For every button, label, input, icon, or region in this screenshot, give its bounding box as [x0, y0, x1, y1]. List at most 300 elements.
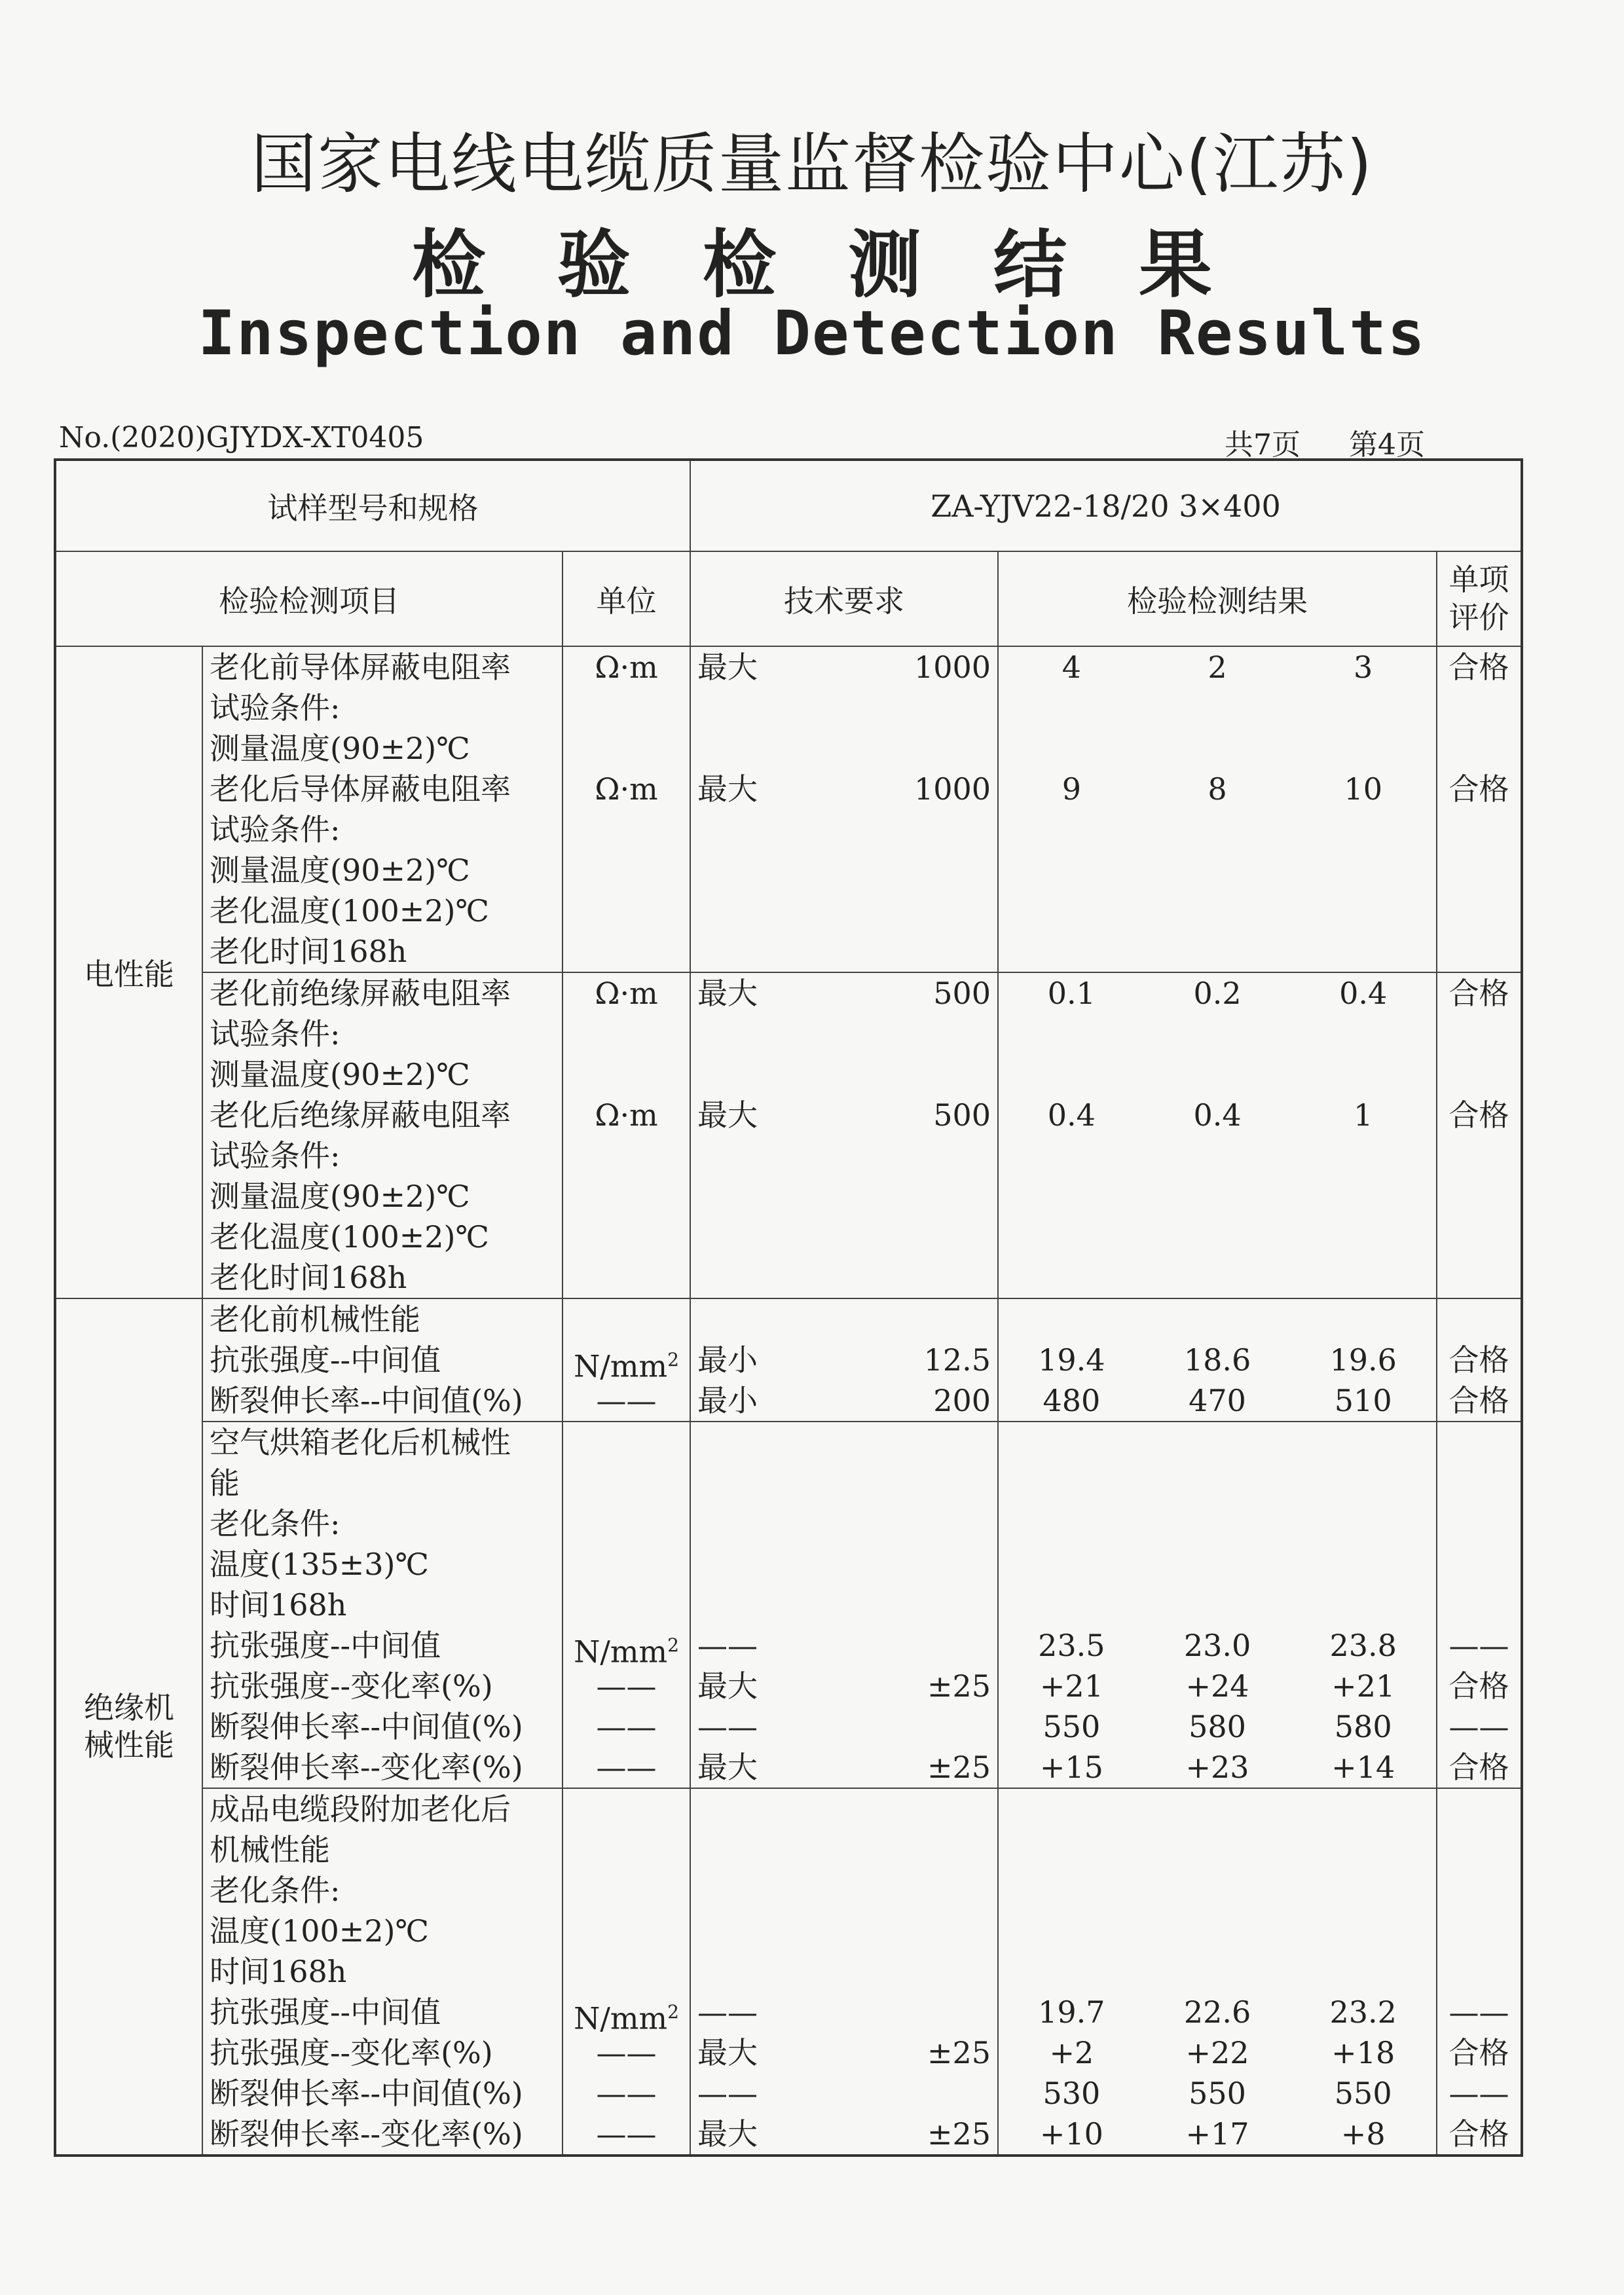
result-sample-3: 10	[1344, 771, 1382, 807]
requirement-value: 500	[933, 976, 991, 1011]
requirement-label	[691, 1257, 789, 1298]
result-sample-1	[999, 1257, 1145, 1298]
result-sample-2	[1145, 728, 1291, 769]
requirement-line	[691, 1911, 997, 1951]
spec-row	[55, 460, 1522, 551]
requirement-line	[691, 1870, 997, 1911]
requirement-value	[873, 1463, 997, 1503]
result-sample-1	[999, 1422, 1145, 1463]
item-text: 测量温度(90±2)℃	[210, 853, 470, 888]
result-sample-3: 0.4	[1339, 976, 1388, 1011]
unit-text: Ω·m	[595, 976, 658, 1011]
result-sample-3	[1290, 1054, 1436, 1095]
result-sample-1	[999, 1544, 1145, 1585]
result-sample-3: 580	[1334, 1709, 1392, 1744]
unit-line	[563, 1340, 690, 1384]
requirement-line	[691, 1503, 997, 1544]
requirement-value	[873, 1992, 997, 2032]
requirement-label: ——	[697, 1709, 758, 1744]
result-sample-2	[1145, 1176, 1291, 1217]
requirement-line	[691, 769, 997, 809]
requirement-line	[691, 1095, 997, 1135]
table-row	[55, 646, 1522, 972]
unit-line	[563, 1585, 690, 1625]
result-sample-1: +2	[1049, 2035, 1094, 2070]
unit-cell	[563, 972, 690, 1298]
result-sample-1: 480	[1043, 1383, 1101, 1418]
item-text: 断裂伸长率--中间值(%)	[210, 1709, 523, 1744]
evaluation-text: 合格	[1449, 976, 1509, 1011]
requirement-label	[691, 1951, 789, 1992]
unit-line	[563, 2073, 690, 2114]
result-sample-1: +21	[1039, 1668, 1103, 1704]
requirement-value: ±25	[927, 2116, 991, 2152]
item-cell	[202, 1422, 563, 1788]
requirement-value	[873, 1870, 997, 1911]
unit-line	[563, 1014, 690, 1054]
result-sample-3	[1290, 1911, 1436, 1951]
unit-line	[563, 1747, 690, 1788]
report-number: No.(2020)GJYDX-XT0405	[59, 421, 424, 454]
requirement-line	[691, 1992, 997, 2032]
result-cell	[998, 972, 1437, 1298]
result-sample-3	[1290, 1299, 1436, 1340]
requirement-label	[691, 1463, 789, 1503]
requirement-value	[873, 1625, 997, 1666]
result-sample-1	[999, 1014, 1145, 1054]
result-sample-2: 8	[1208, 771, 1227, 807]
result-sample-3	[1290, 890, 1436, 931]
item-text: 温度(135±3)℃	[210, 1547, 429, 1582]
result-sample-3: 3	[1354, 650, 1373, 685]
item-text: 老化前机械性能	[210, 1302, 420, 1337]
result-line	[999, 1544, 1436, 1585]
result-line	[999, 1911, 1436, 1951]
evaluation-text	[1437, 931, 1521, 972]
evaluation-text: ——	[1449, 1994, 1509, 2030]
requirement-line	[691, 688, 997, 728]
evaluation-text	[1437, 1585, 1521, 1625]
result-line	[999, 1299, 1436, 1340]
result-sample-1	[999, 1054, 1145, 1095]
result-cell	[998, 1422, 1437, 1788]
result-sample-3	[1290, 1176, 1436, 1217]
result-sample-3: +18	[1331, 2035, 1395, 2070]
result-line	[999, 1829, 1436, 1870]
unit-line	[563, 1217, 690, 1257]
requirement-value	[873, 1422, 997, 1463]
item-text: 空气烘箱老化后机械性	[210, 1425, 511, 1460]
unit-line	[563, 1951, 690, 1992]
requirement-value	[873, 1544, 997, 1585]
unit-text: ——	[596, 2035, 657, 2070]
requirement-value: ±25	[927, 2035, 991, 2070]
result-sample-1	[999, 728, 1145, 769]
evaluation-text: 合格	[1449, 771, 1509, 807]
item-text: 能	[210, 1465, 240, 1501]
item-text: 时间168h	[210, 1954, 347, 1989]
total-pages: 共7页	[1225, 428, 1301, 462]
requirement-value	[873, 1911, 997, 1951]
requirement-label	[691, 1217, 789, 1257]
result-sample-1	[999, 890, 1145, 931]
table-row	[55, 1788, 1522, 2156]
unit-line	[563, 1054, 690, 1095]
result-line	[999, 1951, 1436, 1992]
result-sample-1	[999, 1463, 1145, 1503]
item-text: 测量温度(90±2)℃	[210, 1179, 470, 1214]
evaluation-text: ——	[1449, 1709, 1509, 1744]
unit-line	[563, 931, 690, 972]
requirement-label: 最大	[697, 650, 758, 685]
result-sample-2: 470	[1189, 1383, 1246, 1418]
evaluation-text: 合格	[1449, 650, 1509, 685]
item-text: 试验条件:	[210, 690, 341, 725]
item-text: 试验条件:	[210, 812, 341, 847]
requirement-line	[691, 1463, 997, 1503]
requirement-cell	[690, 972, 998, 1298]
requirement-value: ±25	[927, 1750, 991, 1785]
requirement-line	[691, 1951, 997, 1992]
requirement-label: 最大	[697, 976, 758, 1011]
result-sample-1: 19.4	[1038, 1342, 1105, 1378]
evaluation-cell	[1437, 1298, 1522, 1422]
requirement-label	[691, 1544, 789, 1585]
requirement-label	[691, 1054, 789, 1095]
unit-text: ——	[596, 1750, 657, 1785]
requirement-line	[691, 1217, 997, 1257]
result-sample-3	[1290, 1789, 1436, 1829]
requirement-line	[691, 1544, 997, 1585]
result-sample-1	[999, 1503, 1145, 1544]
requirement-label: 最大	[697, 1750, 758, 1785]
spec-value: ZA-YJV22-18/20 3×400	[690, 460, 1522, 551]
requirement-label	[691, 728, 789, 769]
requirement-value	[873, 688, 997, 728]
result-line	[999, 647, 1436, 688]
evaluation-text	[1437, 1135, 1521, 1176]
item-text: 抗张强度--变化率(%)	[210, 2035, 493, 2070]
result-sample-1	[999, 1951, 1145, 1992]
evaluation-text: 合格	[1449, 1383, 1509, 1418]
table-row	[55, 1422, 1522, 1788]
requirement-value	[873, 1789, 997, 1829]
result-sample-1	[999, 1585, 1145, 1625]
result-sample-3	[1290, 1463, 1436, 1503]
item-text: 抗张强度--中间值	[210, 1628, 441, 1663]
requirement-label: 最大	[697, 771, 758, 807]
evaluation-text	[1437, 1422, 1521, 1463]
requirement-value: 1000	[913, 650, 991, 685]
evaluation-text: ——	[1449, 1628, 1509, 1663]
requirement-label	[691, 890, 789, 931]
unit-text: N/mm	[574, 2000, 668, 2036]
requirement-line	[691, 850, 997, 890]
item-text: 老化前导体屏蔽电阻率	[210, 650, 511, 685]
result-line	[999, 1135, 1436, 1176]
result-sample-3: 23.2	[1329, 1994, 1397, 2030]
unit-line	[563, 1135, 690, 1176]
item-text: 老化条件:	[210, 1506, 341, 1541]
requirement-line	[691, 1257, 997, 1298]
result-cell	[998, 1788, 1437, 2156]
requirement-label: 最大	[697, 1097, 758, 1133]
evaluation-text	[1437, 1544, 1521, 1585]
result-sample-3	[1290, 1014, 1436, 1054]
requirement-value	[873, 1951, 997, 1992]
item-text: 断裂伸长率--中间值(%)	[210, 1383, 523, 1418]
result-sample-1	[999, 809, 1145, 850]
result-sample-3	[1290, 1257, 1436, 1298]
unit-line	[563, 809, 690, 850]
evaluation-cell	[1437, 1422, 1522, 1788]
evaluation-text: 合格	[1449, 2035, 1509, 2070]
unit-line	[563, 688, 690, 728]
evaluation-text	[1437, 850, 1521, 890]
result-sample-3: +21	[1331, 1668, 1395, 1704]
requirement-label	[691, 1585, 789, 1625]
requirement-value: 1000	[913, 771, 991, 807]
requirement-line	[691, 1299, 997, 1340]
unit-text: ——	[596, 1668, 657, 1704]
unit-cell	[563, 1298, 690, 1422]
unit-line	[563, 2032, 690, 2073]
result-sample-1: +10	[1039, 2116, 1103, 2152]
unit-line	[563, 973, 690, 1014]
unit-line	[563, 1380, 690, 1421]
requirement-line	[691, 1422, 997, 1463]
result-sample-3: +14	[1331, 1750, 1395, 1785]
item-text: 老化条件:	[210, 1873, 341, 1908]
unit-line	[563, 1176, 690, 1217]
result-sample-1: 0.1	[1047, 976, 1096, 1011]
evaluation-text	[1437, 1789, 1521, 1829]
result-sample-2: +23	[1185, 1750, 1249, 1785]
result-line	[999, 1380, 1436, 1421]
item-text: 断裂伸长率--中间值(%)	[210, 2076, 523, 2111]
result-sample-3: 1	[1354, 1097, 1373, 1133]
requirement-label	[691, 1014, 789, 1054]
evaluation-text	[1437, 1951, 1521, 1992]
requirement-line	[691, 1176, 997, 1217]
unit-line	[563, 1299, 690, 1340]
result-line	[999, 1054, 1436, 1095]
result-sample-2	[1145, 1463, 1291, 1503]
item-text: 老化后导体屏蔽电阻率	[210, 771, 511, 807]
result-sample-1	[999, 1829, 1145, 1870]
requirement-value: 200	[933, 1383, 991, 1418]
item-text: 测量温度(90±2)℃	[210, 1057, 470, 1092]
result-sample-2	[1145, 1951, 1291, 1992]
requirement-cell	[690, 1298, 998, 1422]
unit-cell	[563, 646, 690, 972]
result-sample-1: 23.5	[1038, 1628, 1105, 1663]
evaluation-cell	[1437, 972, 1522, 1298]
requirement-line	[691, 809, 997, 850]
table-row	[55, 972, 1522, 1298]
result-sample-2	[1145, 809, 1291, 850]
requirement-label: ——	[697, 1994, 758, 2030]
result-sample-2	[1145, 688, 1291, 728]
item-text: 老化温度(100±2)℃	[210, 1219, 489, 1255]
result-sample-2	[1145, 1544, 1291, 1585]
requirement-label	[691, 1870, 789, 1911]
result-sample-2	[1145, 1503, 1291, 1544]
requirement-line	[691, 1829, 997, 1870]
result-line	[999, 1870, 1436, 1911]
requirement-cell	[690, 1422, 998, 1788]
result-sample-1: +15	[1039, 1750, 1103, 1785]
requirement-value	[873, 1257, 997, 1298]
unit-line	[563, 890, 690, 931]
result-sample-3	[1290, 1422, 1436, 1463]
page-info	[1225, 421, 1425, 463]
evaluation-text	[1437, 1870, 1521, 1911]
result-line	[999, 890, 1436, 931]
result-cell	[998, 1298, 1437, 1422]
evaluation-text	[1437, 1176, 1521, 1217]
result-sample-2: 550	[1189, 2076, 1246, 2111]
evaluation-text	[1437, 688, 1521, 728]
requirement-value	[873, 1706, 997, 1747]
result-sample-2: 0.4	[1193, 1097, 1242, 1133]
requirement-line	[691, 728, 997, 769]
result-line	[999, 688, 1436, 728]
item-text: 老化时间168h	[210, 1260, 407, 1295]
unit-line	[563, 1666, 690, 1706]
requirement-value	[873, 850, 997, 890]
unit-line	[563, 2114, 690, 2154]
unit-superscript: 2	[667, 2001, 679, 2023]
result-sample-3: 19.6	[1329, 1342, 1397, 1378]
result-sample-1: 530	[1043, 2076, 1101, 2111]
unit-line	[563, 728, 690, 769]
result-line	[999, 931, 1436, 972]
category-mechanical	[55, 1298, 202, 2156]
result-sample-1	[999, 1217, 1145, 1257]
evaluation-text	[1437, 1217, 1521, 1257]
evaluation-text	[1437, 809, 1521, 850]
result-sample-3	[1290, 1135, 1436, 1176]
result-sample-1: 9	[1061, 771, 1081, 807]
requirement-line	[691, 1706, 997, 1747]
item-text: 抗张强度--变化率(%)	[210, 1668, 493, 1704]
result-sample-2	[1145, 1257, 1291, 1298]
item-text: 温度(100±2)℃	[210, 1913, 429, 1949]
item-cell	[202, 646, 563, 972]
result-sample-3	[1290, 1217, 1436, 1257]
requirement-line	[691, 2032, 997, 2073]
result-sample-2: +24	[1185, 1668, 1249, 1704]
item-text: 老化前绝缘屏蔽电阻率	[210, 976, 511, 1011]
unit-line	[563, 1789, 690, 1829]
table-row	[55, 1298, 1522, 1422]
item-text: 测量温度(90±2)℃	[210, 731, 470, 766]
evaluation-text	[1437, 1257, 1521, 1298]
col-result-header: 检验检测结果	[998, 551, 1437, 646]
item-text: 机械性能	[210, 1832, 330, 1867]
result-sample-1: 19.7	[1038, 1994, 1105, 2030]
item-text: 试验条件:	[210, 1138, 341, 1173]
requirement-label: ——	[697, 1628, 758, 1663]
unit-text: Ω·m	[595, 771, 658, 807]
result-sample-2: 23.0	[1183, 1628, 1251, 1663]
evaluation-text	[1437, 1463, 1521, 1503]
requirement-value	[873, 931, 997, 972]
evaluation-text: 合格	[1449, 2116, 1509, 2152]
unit-superscript: 2	[667, 1349, 679, 1370]
evaluation-text	[1437, 1829, 1521, 1870]
requirement-label: 最大	[697, 2116, 758, 2152]
result-line	[999, 1992, 1436, 2032]
item-cell	[202, 1298, 563, 1422]
unit-line	[563, 1095, 690, 1135]
result-line	[999, 1789, 1436, 1829]
requirement-value	[873, 728, 997, 769]
unit-line	[563, 1992, 690, 2036]
unit-text: ——	[596, 1709, 657, 1744]
result-sample-3	[1290, 1829, 1436, 1870]
requirement-line	[691, 1666, 997, 1706]
unit-line	[563, 1911, 690, 1951]
requirement-cell	[690, 1788, 998, 2156]
result-sample-2	[1145, 1585, 1291, 1625]
result-line	[999, 1747, 1436, 1788]
result-sample-1	[999, 1789, 1145, 1829]
requirement-line	[691, 890, 997, 931]
page-number: 第4页	[1349, 428, 1425, 462]
requirement-label: ——	[697, 2076, 758, 2111]
result-sample-2: +22	[1185, 2035, 1249, 2070]
evaluation-text: 合格	[1449, 1342, 1509, 1378]
result-sample-2	[1145, 931, 1291, 972]
evaluation-text	[1437, 1014, 1521, 1054]
unit-text: N/mm	[574, 1348, 668, 1384]
item-text: 成品电缆段附加老化后	[210, 1791, 511, 1827]
requirement-line	[691, 1054, 997, 1095]
item-text: 断裂伸长率--变化率(%)	[210, 2116, 523, 2152]
requirement-line	[691, 647, 997, 688]
result-line	[999, 1422, 1436, 1463]
requirement-value	[873, 1054, 997, 1095]
item-text: 老化温度(100±2)℃	[210, 893, 489, 928]
result-line	[999, 2073, 1436, 2114]
result-sample-1: 0.4	[1047, 1097, 1096, 1133]
unit-line	[563, 1625, 690, 1670]
result-sample-3: 510	[1334, 1383, 1392, 1418]
result-line	[999, 2114, 1436, 2154]
category-electric: 电性能	[55, 646, 202, 1298]
unit-line	[563, 647, 690, 688]
unit-text: ——	[596, 1383, 657, 1418]
result-sample-3	[1290, 1503, 1436, 1544]
requirement-line	[691, 1625, 997, 1666]
requirement-value	[873, 1299, 997, 1340]
item-text: 老化时间168h	[210, 934, 407, 969]
result-sample-3	[1290, 728, 1436, 769]
evaluation-text	[1437, 1503, 1521, 1544]
result-line	[999, 1217, 1436, 1257]
unit-line	[563, 1463, 690, 1503]
result-line	[999, 1340, 1436, 1380]
result-line	[999, 809, 1436, 850]
requirement-value	[873, 2073, 997, 2114]
result-sample-2	[1145, 1422, 1291, 1463]
requirement-label: 最大	[697, 1668, 758, 1704]
result-sample-1	[999, 1176, 1145, 1217]
item-text: 抗张强度--中间值	[210, 1342, 441, 1378]
unit-text: ——	[596, 2116, 657, 2152]
